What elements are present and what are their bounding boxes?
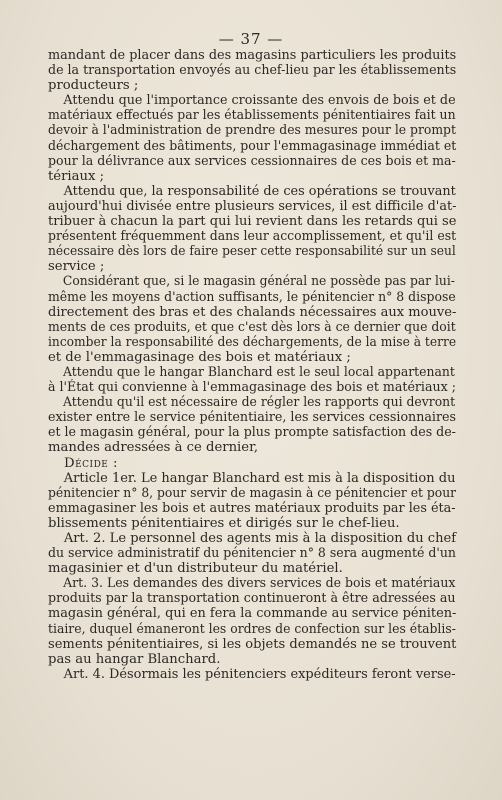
text-line: tériaux ; [48, 168, 105, 184]
text-line: emmagasiner les bois et autres matériaux produits par les éta- [48, 500, 456, 516]
text-line: Décide : [64, 455, 119, 471]
text-line: magasinier et d'un distributeur du matériel. [48, 561, 343, 577]
text-line: directement des bras et des chalands nécessaires aux mouve- [48, 304, 457, 320]
text-line: présentent fréquemment dans leur accomplissement, et qu'il est [48, 229, 457, 245]
text-line: matériaux effectués par les établissements pénitentiaires fait un [48, 108, 456, 124]
text-line: tiaire, duquel émaneront les ordres de confection sur les établis- [48, 621, 456, 637]
text-line: Art. 4. Désormais les pénitenciers expéditeurs feront verse- [63, 666, 456, 682]
text-line: mandant de placer dans des magasins particuliers les produits [48, 48, 457, 63]
text-line: mandes adressées à ce dernier, [48, 440, 259, 456]
text-line: ments de ces produits, et que c'est dès lors à ce dernier que doit [48, 319, 456, 335]
text-line: nécessaire dès lors de faire peser cette responsabilité sur un seul [48, 244, 456, 260]
text-line: du service administratif du pénitencier n° 8 sera augmenté d'un [48, 546, 456, 562]
text-line: Attendu que, la responsabilité de ces opérations se trouvant [63, 183, 456, 199]
text-line: et de l'emmagasinage des bois et matériaux ; [48, 349, 351, 365]
text-line: pas au hangar Blanchard. [48, 651, 221, 667]
text-line: et le magasin général, pour la plus prompte satisfaction des de- [48, 425, 456, 441]
text-line: aujourd'hui divisée entre plusieurs services, il est difficile d'at- [48, 198, 457, 214]
text-line: pour la délivrance aux services cessionnaires de ces bois et ma- [48, 153, 456, 169]
text-line: Considérant que, si le magasin général ne possède pas par lui- [62, 274, 455, 290]
text-line: blissements pénitentiaires et dirigés sur le chef-lieu. [48, 515, 400, 531]
text-line: devoir à l'administration de prendre des mesures pour le prompt [48, 123, 456, 139]
text-line: magasin général, qui en fera la commande au service péniten- [48, 606, 457, 622]
text-line: de la transportation envoyés au chef-lieu par les établissements [48, 63, 457, 79]
text-line: service ; [48, 259, 105, 275]
text-line: sements pénitentiaires, si les objets demandés ne se trouvent [48, 636, 457, 652]
text-line: exister entre le service pénitentiaire, les services cessionnaires [48, 410, 457, 426]
text-line: pénitencier n° 8, pour servir de magasin à ce pénitencier et pour [48, 485, 457, 501]
text-line: produits par la transportation continueront à être adressées au [48, 591, 456, 607]
body-text [48, 48, 456, 682]
text-line: Art. 3. Les demandes des divers services de bois et matériaux [63, 576, 456, 592]
page-number: — 37 — [218, 30, 284, 48]
text-line: Attendu que le hangar Blanchard est le seul local appartenant [63, 364, 455, 380]
text-line: tribuer à chacun la part qui lui revient dans les retards qui se [48, 214, 457, 230]
text-line: Attendu que l'importance croissante des envois de bois et de [63, 93, 456, 109]
text-line: Article 1er. Le hangar Blanchard est mis à la disposition du [63, 470, 456, 486]
text-line: Art. 2. Le personnel des agents mis à la disposition du chef [63, 531, 457, 546]
text-line: Attendu qu'il est nécessaire de régler les rapports qui devront [63, 395, 456, 411]
text-line: déchargement des bâtiments, pour l'emmagasinage immédiat et [48, 138, 457, 154]
text-line: même les moyens d'action suffisants, le pénitencier n° 8 dispose [48, 289, 456, 305]
text-line: à l'État qui convienne à l'emmagasinage des bois et matériaux ; [48, 380, 456, 396]
text-line: producteurs ; [48, 78, 139, 94]
text-line: incomber la responsabilité des déchargements, de la mise à terre [48, 334, 457, 350]
